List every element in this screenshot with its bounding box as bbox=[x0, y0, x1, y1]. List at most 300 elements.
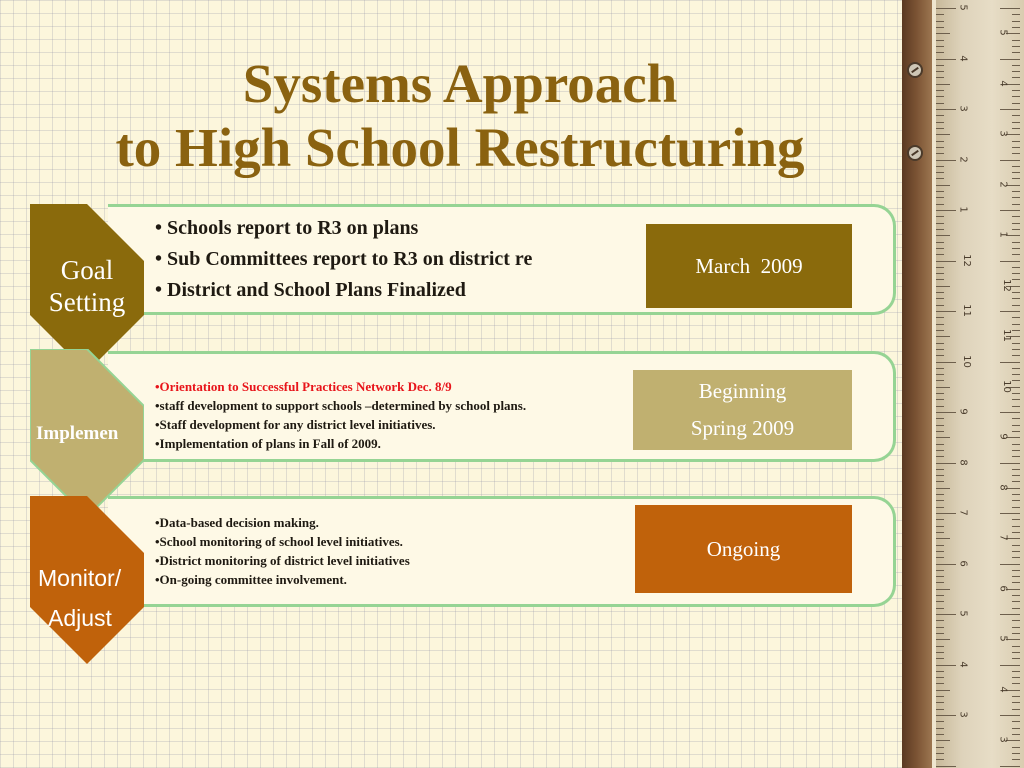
ruler-tick bbox=[1012, 368, 1020, 369]
ruler-tick bbox=[936, 298, 944, 299]
ruler-tick bbox=[1012, 696, 1020, 697]
ruler-number: 10 bbox=[1000, 379, 1012, 393]
screw-icon bbox=[907, 62, 923, 78]
ruler-tick bbox=[936, 14, 944, 15]
ruler-number: 5 bbox=[997, 29, 1009, 36]
ruler-tick bbox=[936, 614, 956, 615]
ruler-tick bbox=[1000, 210, 1020, 211]
ruler-number: 1 bbox=[957, 206, 969, 213]
ruler-tick bbox=[936, 178, 944, 179]
ruler-tick bbox=[936, 166, 944, 167]
ruler-tick bbox=[1012, 122, 1020, 123]
monitor-adjust-label-text bbox=[30, 558, 144, 638]
ruler-tick bbox=[936, 330, 944, 331]
ruler-tick bbox=[936, 437, 950, 438]
ruler-tick bbox=[936, 526, 944, 527]
ruler-tick bbox=[936, 210, 956, 211]
ruler-tick bbox=[1012, 147, 1020, 148]
ruler-tick bbox=[936, 494, 944, 495]
ruler-tick bbox=[936, 292, 944, 293]
goal-label-line-1: Goal bbox=[60, 255, 114, 285]
ruler-number: 3 bbox=[997, 130, 1009, 137]
ruler-tick bbox=[936, 665, 956, 666]
goal-timing-box bbox=[646, 224, 852, 308]
implementation-timing-line-1: Beginning bbox=[698, 379, 787, 403]
ruler-tick bbox=[936, 463, 956, 464]
implementation-label bbox=[30, 349, 144, 517]
ruler-tick bbox=[1012, 96, 1020, 97]
ruler-tick bbox=[1012, 551, 1020, 552]
ruler-tick bbox=[1012, 747, 1020, 748]
ruler-tick bbox=[936, 759, 944, 760]
ruler-tick bbox=[936, 646, 944, 647]
ruler-tick bbox=[936, 90, 944, 91]
ruler-number: 2 bbox=[957, 155, 969, 163]
implementation-bullet-2: •staff development to support schools –determined by school plans. bbox=[155, 398, 527, 413]
goal-timing-text: March 2009 bbox=[695, 253, 803, 278]
ruler-tick bbox=[1012, 229, 1020, 230]
ruler-tick bbox=[1012, 52, 1020, 53]
ruler-tick bbox=[936, 343, 944, 344]
ruler-tick bbox=[1012, 570, 1020, 571]
ruler-tick bbox=[1000, 513, 1020, 514]
ruler-tick bbox=[1012, 305, 1020, 306]
goal-setting-label bbox=[30, 204, 144, 372]
ruler-tick bbox=[1012, 399, 1020, 400]
ruler-tick bbox=[936, 734, 944, 735]
ruler-tick bbox=[1012, 115, 1020, 116]
ruler-tick bbox=[936, 8, 956, 9]
ruler-tick bbox=[936, 248, 944, 249]
ruler-tick bbox=[1012, 526, 1020, 527]
ruler-tick bbox=[936, 431, 944, 432]
ruler-tick bbox=[1012, 153, 1020, 154]
ruler-tick bbox=[936, 677, 944, 678]
ruler-number: 11 bbox=[1000, 329, 1012, 342]
ruler-tick bbox=[1012, 273, 1020, 274]
ruler-tick bbox=[936, 103, 944, 104]
ruler-tick bbox=[936, 122, 944, 123]
ruler-tick bbox=[1012, 494, 1020, 495]
ruler-tick bbox=[1012, 481, 1020, 482]
ruler-tick bbox=[1012, 204, 1020, 205]
ruler-tick bbox=[1012, 608, 1020, 609]
monitor-adjust-label bbox=[30, 496, 144, 664]
ruler-number: 6 bbox=[997, 584, 1009, 592]
implementation-bullets bbox=[155, 377, 635, 453]
ruler-tick bbox=[1012, 633, 1020, 634]
ruler-tick bbox=[1012, 191, 1020, 192]
ruler-tick bbox=[1012, 576, 1020, 577]
ruler-tick bbox=[936, 387, 950, 388]
ruler-tick bbox=[936, 223, 944, 224]
ruler-tick bbox=[1012, 374, 1020, 375]
slide-title bbox=[0, 52, 920, 180]
ruler-tick bbox=[936, 115, 944, 116]
ruler-tick bbox=[1012, 469, 1020, 470]
ruler-tick bbox=[936, 197, 944, 198]
monitor-label-line-2: Adjust bbox=[48, 605, 112, 631]
ruler-tick bbox=[1012, 216, 1020, 217]
ruler-tick bbox=[1012, 671, 1020, 672]
ruler-tick bbox=[936, 172, 944, 173]
bullet-icon: • bbox=[155, 279, 163, 301]
ruler-tick bbox=[1012, 380, 1020, 381]
ruler-tick bbox=[1012, 418, 1020, 419]
ruler-tick bbox=[1012, 500, 1020, 501]
ruler-tick bbox=[936, 33, 950, 34]
ruler-tick bbox=[936, 715, 956, 716]
ruler-tick bbox=[1012, 343, 1020, 344]
ruler-number: 3 bbox=[957, 711, 969, 718]
monitor-timing-text: Ongoing bbox=[706, 536, 781, 561]
ruler-tick bbox=[936, 576, 944, 577]
ruler-tick bbox=[936, 627, 944, 628]
ruler-tick bbox=[936, 444, 944, 445]
goal-setting-bullets bbox=[155, 213, 645, 306]
ruler-tick bbox=[1012, 242, 1020, 243]
ruler-tick bbox=[936, 721, 944, 722]
implementation-timing-box bbox=[633, 370, 852, 450]
ruler-tick bbox=[936, 601, 944, 602]
ruler-tick bbox=[1012, 65, 1020, 66]
ruler-tick bbox=[1012, 71, 1020, 72]
ruler-tick bbox=[1012, 292, 1020, 293]
ruler-number: 1 bbox=[997, 231, 1009, 238]
ruler-tick bbox=[936, 557, 944, 558]
ruler-number: 5 bbox=[997, 635, 1009, 642]
ruler-tick bbox=[1000, 463, 1020, 464]
ruler-tick bbox=[1000, 109, 1020, 110]
ruler-tick bbox=[1012, 595, 1020, 596]
ruler-tick bbox=[936, 160, 956, 161]
ruler-tick bbox=[936, 286, 950, 287]
monitor-bullet-4: •On-going committee involvement. bbox=[155, 572, 347, 587]
ruler-tick bbox=[936, 242, 944, 243]
ruler-tick bbox=[936, 709, 944, 710]
ruler-tick bbox=[936, 261, 956, 262]
ruler-tick bbox=[936, 481, 944, 482]
ruler-tick bbox=[936, 475, 944, 476]
ruler-tick bbox=[936, 639, 950, 640]
ruler-tick bbox=[936, 141, 944, 142]
implementation-label-text: Implemen bbox=[36, 423, 119, 444]
ruler-tick bbox=[936, 747, 944, 748]
ruler-number: 6 bbox=[957, 559, 969, 567]
ruler-tick bbox=[1012, 652, 1020, 653]
ruler-number: 8 bbox=[997, 483, 1009, 491]
ruler-tick bbox=[936, 324, 944, 325]
ruler-number: 4 bbox=[957, 660, 969, 668]
ruler-tick bbox=[936, 40, 944, 41]
ruler-tick bbox=[936, 399, 944, 400]
ruler-tick bbox=[936, 349, 944, 350]
ruler-tick bbox=[936, 589, 950, 590]
ruler-tick bbox=[936, 279, 944, 280]
ruler-tick bbox=[936, 488, 950, 489]
ruler-tick bbox=[936, 412, 956, 413]
ruler-tick bbox=[936, 374, 944, 375]
ruler-tick bbox=[936, 519, 944, 520]
ruler-tick bbox=[1012, 40, 1020, 41]
ruler-tick bbox=[936, 134, 950, 135]
bullet-icon: • bbox=[155, 217, 163, 239]
ruler-tick bbox=[936, 109, 956, 110]
ruler-tick bbox=[1012, 90, 1020, 91]
ruler-tick bbox=[936, 469, 944, 470]
ruler-tick bbox=[936, 690, 950, 691]
ruler-tick bbox=[936, 671, 944, 672]
ruler-tick bbox=[1012, 349, 1020, 350]
ruler-tick bbox=[1012, 450, 1020, 451]
ruler-tick bbox=[1012, 507, 1020, 508]
ruler-tick bbox=[1012, 393, 1020, 394]
ruler-tick bbox=[1012, 172, 1020, 173]
implementation-bullet-1: •Orientation to Successful Practices Network Dec. 8/9 bbox=[155, 379, 452, 394]
ruler-tick bbox=[1012, 406, 1020, 407]
ruler-tick bbox=[1012, 425, 1020, 426]
ruler-tick bbox=[1000, 311, 1020, 312]
ruler-tick bbox=[936, 191, 944, 192]
ruler-number: 3 bbox=[957, 105, 969, 112]
ruler-tick bbox=[936, 538, 950, 539]
ruler-tick bbox=[936, 71, 944, 72]
ruler-tick bbox=[936, 608, 944, 609]
ruler-tick bbox=[936, 21, 944, 22]
ruler-tick bbox=[1012, 683, 1020, 684]
ruler-tick bbox=[936, 235, 950, 236]
ruler-tick bbox=[936, 46, 944, 47]
ruler-tick bbox=[1012, 197, 1020, 198]
ruler-tick bbox=[936, 128, 944, 129]
ruler-number: 11 bbox=[960, 304, 972, 317]
ruler-tick bbox=[936, 406, 944, 407]
ruler-tick bbox=[936, 52, 944, 53]
ruler-tick bbox=[936, 633, 944, 634]
ruler-tick bbox=[936, 393, 944, 394]
implementation-timing-line-2: Spring 2009 bbox=[690, 416, 795, 440]
ruler-tick bbox=[1012, 646, 1020, 647]
ruler-tick bbox=[936, 595, 944, 596]
ruler-tick bbox=[1012, 317, 1020, 318]
ruler-tick bbox=[936, 513, 956, 514]
ruler-tick bbox=[936, 418, 944, 419]
ruler-tick bbox=[936, 273, 944, 274]
ruler-tick bbox=[1012, 298, 1020, 299]
ruler-number: 5 bbox=[957, 610, 969, 617]
monitor-bullet-1: •Data-based decision making. bbox=[155, 515, 319, 530]
ruler-tick bbox=[936, 658, 944, 659]
ruler-tick bbox=[936, 355, 944, 356]
ruler-tick bbox=[1012, 267, 1020, 268]
ruler-tick bbox=[1012, 734, 1020, 735]
ruler-number: 12 bbox=[960, 253, 972, 267]
ruler-tick bbox=[1012, 103, 1020, 104]
ruler-tick bbox=[936, 65, 944, 66]
ruler-tick bbox=[1012, 46, 1020, 47]
ruler-tick bbox=[1000, 614, 1020, 615]
ruler-tick bbox=[936, 500, 944, 501]
ruler-tick bbox=[1012, 677, 1020, 678]
ruler-tick bbox=[936, 740, 950, 741]
ruler-tick bbox=[1012, 141, 1020, 142]
ruler-tick bbox=[936, 545, 944, 546]
ruler-tick bbox=[1000, 160, 1020, 161]
ruler-tick bbox=[1012, 14, 1020, 15]
ruler-tick bbox=[1012, 77, 1020, 78]
ruler-tick bbox=[936, 380, 944, 381]
ruler-tick bbox=[936, 532, 944, 533]
bullet-icon: • bbox=[155, 248, 163, 270]
goal-setting-label-text bbox=[30, 254, 144, 318]
ruler-tick bbox=[1012, 355, 1020, 356]
ruler-tick bbox=[1000, 362, 1020, 363]
monitor-adjust-bullets bbox=[155, 513, 625, 589]
goal-label-line-2: Setting bbox=[48, 287, 126, 317]
goal-bullet-3: District and School Plans Finalized bbox=[167, 279, 466, 301]
ruler-tick bbox=[936, 311, 956, 312]
ruler-tick bbox=[936, 570, 944, 571]
ruler-tick bbox=[1012, 709, 1020, 710]
ruler-number: 4 bbox=[997, 685, 1009, 693]
ruler-number: 4 bbox=[957, 54, 969, 62]
ruler-tick bbox=[936, 728, 944, 729]
title-line-1: Systems Approach bbox=[242, 53, 678, 114]
ruler-tick bbox=[1000, 8, 1020, 9]
ruler-tick bbox=[936, 456, 944, 457]
ruler-tick bbox=[1012, 658, 1020, 659]
ruler-tick bbox=[936, 27, 944, 28]
ruler-tick bbox=[936, 683, 944, 684]
ruler-tick bbox=[936, 582, 944, 583]
ruler-tick bbox=[1012, 728, 1020, 729]
ruler-number: 3 bbox=[997, 736, 1009, 743]
monitor-bullet-3: •District monitoring of district level initiatives bbox=[155, 553, 410, 568]
ruler-tick bbox=[1012, 324, 1020, 325]
ruler-tick bbox=[1012, 557, 1020, 558]
ruler-tick bbox=[936, 507, 944, 508]
monitor-timing-box bbox=[635, 505, 852, 593]
ruler-tick bbox=[1012, 475, 1020, 476]
ruler-tick bbox=[936, 59, 956, 60]
ruler-tick bbox=[936, 336, 950, 337]
ruler-tick bbox=[1012, 444, 1020, 445]
ruler-tick bbox=[1012, 128, 1020, 129]
implementation-bullet-3: •Staff development for any district level initiatives. bbox=[155, 417, 436, 432]
ruler-tick bbox=[1012, 519, 1020, 520]
ruler-tick bbox=[1012, 279, 1020, 280]
ruler-number: 7 bbox=[997, 534, 1009, 541]
ruler-tick bbox=[936, 229, 944, 230]
ruler-tick bbox=[936, 425, 944, 426]
ruler-tick bbox=[1012, 759, 1020, 760]
ruler-number: 9 bbox=[997, 433, 1009, 440]
screw-icon bbox=[907, 145, 923, 161]
ruler-tick bbox=[936, 368, 944, 369]
ruler-tick bbox=[1012, 753, 1020, 754]
ruler-tick bbox=[1000, 59, 1020, 60]
monitor-bullet-2: •School monitoring of school level initiatives. bbox=[155, 534, 403, 549]
ruler-tick bbox=[1012, 620, 1020, 621]
ruler-tick bbox=[1012, 582, 1020, 583]
ruler-number: 12 bbox=[1000, 278, 1012, 292]
ruler-tick bbox=[936, 147, 944, 148]
ruler-tick bbox=[1012, 21, 1020, 22]
implementation-bullet-4: •Implementation of plans in Fall of 2009. bbox=[155, 436, 381, 451]
ruler-tick bbox=[936, 702, 944, 703]
ruler-tick bbox=[936, 766, 956, 767]
ruler-number: 8 bbox=[957, 458, 969, 466]
ruler-tick bbox=[1012, 627, 1020, 628]
ruler-tick bbox=[936, 96, 944, 97]
ruler-tick bbox=[1000, 564, 1020, 565]
ruler-tick bbox=[936, 77, 944, 78]
ruler-number: 7 bbox=[957, 509, 969, 516]
ruler-tick bbox=[1012, 456, 1020, 457]
ruler-tick bbox=[1012, 178, 1020, 179]
ruler-tick bbox=[1012, 431, 1020, 432]
ruler-tick bbox=[936, 620, 944, 621]
ruler-tick bbox=[1012, 248, 1020, 249]
ruler-number: 10 bbox=[960, 354, 972, 368]
ruler-tick bbox=[936, 204, 944, 205]
ruler-tick bbox=[936, 317, 944, 318]
ruler-tick bbox=[1000, 766, 1020, 767]
ruler-tick bbox=[936, 551, 944, 552]
ruler-tick bbox=[1012, 254, 1020, 255]
ruler-number: 9 bbox=[957, 408, 969, 415]
ruler-tick bbox=[1012, 545, 1020, 546]
ruler-tick bbox=[936, 753, 944, 754]
ruler-tick bbox=[1012, 330, 1020, 331]
ruler-tick bbox=[936, 185, 950, 186]
ruler-tick bbox=[1000, 412, 1020, 413]
ruler-number: 4 bbox=[997, 79, 1009, 87]
ruler-tick bbox=[936, 564, 956, 565]
ruler-tick bbox=[1000, 665, 1020, 666]
title-line-2: to High School Restructuring bbox=[115, 117, 805, 178]
monitor-label-line-1: Monitor/ bbox=[38, 565, 122, 591]
ruler-tick bbox=[936, 696, 944, 697]
ruler-tick bbox=[1012, 27, 1020, 28]
ruler-tick bbox=[936, 305, 944, 306]
ruler-tick bbox=[936, 267, 944, 268]
ruler-tick bbox=[1012, 532, 1020, 533]
ruler-tick bbox=[1012, 721, 1020, 722]
ruler-tick bbox=[936, 84, 950, 85]
ruler-tick bbox=[1012, 601, 1020, 602]
ruler-decoration bbox=[902, 0, 1024, 768]
ruler-tick bbox=[1012, 702, 1020, 703]
ruler-tick bbox=[1012, 223, 1020, 224]
ruler-tick bbox=[936, 216, 944, 217]
list-item bbox=[155, 244, 645, 275]
list-item bbox=[155, 275, 645, 306]
ruler-tick bbox=[1000, 261, 1020, 262]
ruler-number: 5 bbox=[957, 4, 969, 11]
goal-bullet-2: Sub Committees report to R3 on district re bbox=[167, 248, 533, 270]
ruler-tick bbox=[936, 362, 956, 363]
ruler-tick bbox=[936, 153, 944, 154]
ruler-tick bbox=[1000, 715, 1020, 716]
ruler-number: 2 bbox=[997, 180, 1009, 188]
goal-bullet-1: Schools report to R3 on plans bbox=[167, 217, 419, 239]
ruler-tick bbox=[936, 254, 944, 255]
list-item bbox=[155, 213, 645, 244]
ruler-tick bbox=[936, 450, 944, 451]
ruler-tick bbox=[936, 652, 944, 653]
ruler-tick bbox=[1012, 166, 1020, 167]
